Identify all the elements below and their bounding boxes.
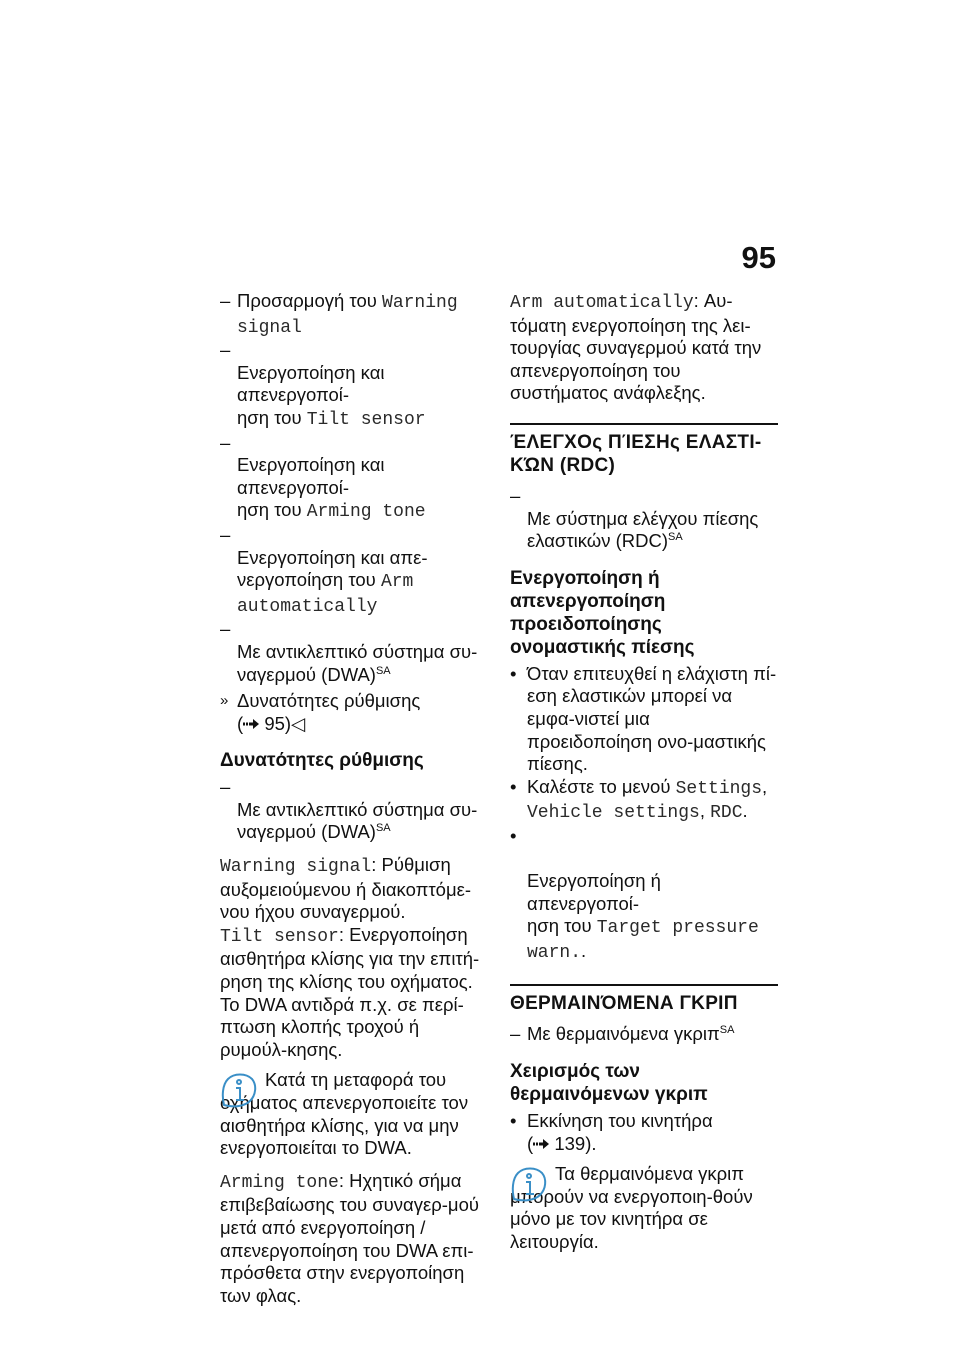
code-target-pressure: Target pressure warn. <box>527 918 759 963</box>
bullet-list-rdc <box>510 663 778 965</box>
code-tilt-sensor: Tilt sensor <box>306 409 426 430</box>
dash-item-dwa-2 <box>220 776 488 844</box>
dash-item-arm-automatically <box>220 524 488 618</box>
paragraph-text: : Ρύθμιση αυξομειούμενου ή διακοπτόμε-νου ήχου συναγερμού. <box>220 854 472 923</box>
dash-text: Προσαρμογή του <box>237 290 383 311</box>
paragraph-text: : Ηχητικό σήμα επιβεβαίωσης του συναγερ-μού μετά από ενεργοποίηση / απενεργοποίηση του DWA επι-πρόσθετα στην ενεργοποίηση των φλας. <box>220 1169 479 1306</box>
code-arm-automatically: Arm automatically <box>237 572 414 617</box>
sa-superscript: SA <box>375 822 391 835</box>
section-divider <box>510 984 778 986</box>
paragraph-text: : Ενεργοποίηση αισθητήρα κλίσης για την επιτή-ρηση της κλίσης του οχήματος. Το DWA αντιδρά π.χ. σε περί-πτωση κλοπής τροχού ή ρυμούλ-κησης. <box>220 923 480 1060</box>
code-arming-tone: Arming tone <box>220 1172 339 1193</box>
dash-text: Ενεργοποίηση και απενεργοποί- ηση του <box>237 361 385 428</box>
ref-page: 95 <box>264 712 285 734</box>
left-column <box>220 290 488 1307</box>
info-note-icon <box>220 1071 258 1109</box>
bullet-icon: • <box>510 1110 517 1132</box>
page-number: 95 <box>741 240 776 275</box>
subsection-heading-grips: Χειρισμός των θερμαινόμενων γκριπ <box>510 1061 708 1106</box>
dash-item-arming-tone <box>220 432 488 524</box>
period: . <box>742 800 748 822</box>
dash-text: Με αντικλεπτικό σύστημα συ- ναγερμού (DWA) <box>237 798 478 843</box>
list-item-text: Εκκίνηση του κινητήρα <box>527 1110 713 1132</box>
paragraph-arm-automatically <box>510 290 778 405</box>
dash-item-tilt-sensor <box>220 339 488 431</box>
ref-page: 139 <box>554 1132 586 1154</box>
dash-item-warning-signal <box>220 290 488 339</box>
dash-item-dwa <box>220 618 488 686</box>
list-item <box>510 825 778 965</box>
dash-text: Ενεργοποίηση και απενεργοποί- ηση του <box>237 454 385 521</box>
separator: , <box>762 775 768 797</box>
right-column <box>510 290 778 1254</box>
page-reference-arrow-icon <box>243 719 259 729</box>
section-heading: Δυνατότητες ρύθμισης <box>220 750 424 772</box>
code-tilt-sensor: Tilt sensor <box>220 926 339 947</box>
cross-reference: » Δυνατότητες ρύθμισης ( 95)◁ <box>220 690 421 734</box>
code-warning-signal: Warning signal <box>237 293 458 338</box>
section-heading-heated-grips: ΘΕΡΜΑΙΝΌΜΕΝΑ ΓΚΡΙΠ <box>510 993 738 1015</box>
bullet-icon: • <box>510 662 517 684</box>
dash-item-rdc <box>510 485 778 553</box>
list-item: • Εκκίνηση του κινητήρα ( 139). <box>510 1110 713 1154</box>
sa-superscript: SA <box>668 531 683 544</box>
separator: , <box>699 800 711 822</box>
list-item-text: Ενεργοποίηση ή απενεργοποί- ηση του <box>527 870 661 937</box>
section-divider <box>510 423 778 425</box>
section-heading-rdc: ΈΛΕΓΧΟς ΠΊΕΣΗς ΕΛΑΣΤΙ-ΚΏΝ (RDC) <box>510 431 762 476</box>
code-vehicle-settings: Vehicle settings <box>527 803 700 824</box>
paragraph-warning-signal <box>220 854 488 924</box>
note-text: Τα θερμαινόμενα γκριπ μπορούν να ενεργοποιη-θούν μόνο με τον κινητήρα σε λειτουργία. <box>510 1163 753 1253</box>
ref-marker: » <box>220 692 229 710</box>
list-item <box>510 663 778 776</box>
info-note-icon <box>510 1165 548 1203</box>
dash-text: Με θερμαινόμενα γκριπ <box>527 1023 720 1045</box>
sa-superscript: SA <box>719 1024 735 1037</box>
code-rdc: RDC <box>710 803 743 824</box>
page-reference-arrow-icon <box>533 1139 549 1149</box>
subsection-heading-warning: Ενεργοποίηση ή απενεργοποίηση προειδοποίησης ονομαστικής πίεσης <box>510 567 695 658</box>
ref-text: Δυνατότητες ρύθμισης <box>237 690 421 712</box>
dash-item-heated-grips <box>510 1023 778 1046</box>
bullet-list-grips <box>510 1110 778 1155</box>
paragraph-tilt-sensor <box>220 924 488 1062</box>
paragraph-text: : Αυ-τόματη ενεργοποίηση της λει-τουργίας συναγερμού κατά την απενεργοποίηση του συστήματος ανάφλεξης. <box>510 290 762 404</box>
dash-text: Ενεργοποίηση και απε- νεργοποίηση του <box>237 546 428 591</box>
list-item-text: Καλέστε το μενού <box>527 775 676 797</box>
paragraph-arming-tone <box>220 1170 488 1308</box>
note-text: Κατά τη μεταφορά του οχήματος απενεργοποιείτε τον αισθητήρα κλίσης, για να μην ενεργοποιείται το DWA. <box>220 1069 469 1159</box>
period: . <box>581 939 587 961</box>
sa-superscript: SA <box>375 664 391 677</box>
code-arming-tone: Arming tone <box>306 502 426 523</box>
code-warning-signal: Warning signal <box>220 857 372 878</box>
dash-text: Με σύστημα ελέγχου πίεσης ελαστικών (RDC) <box>527 507 759 552</box>
note-engine-running <box>510 1163 778 1253</box>
note-transport <box>220 1069 488 1159</box>
end-marker-icon: ◁ <box>291 712 306 734</box>
list-item <box>510 776 778 825</box>
bullet-icon: • <box>510 775 517 797</box>
code-arm-automatically: Arm automatically <box>510 293 694 313</box>
list-item-text: Όταν επιτευχθεί η ελάχιστη πί-εση ελαστικών μπορεί να εμφα-νιστεί μια προειδοποίηση ονο-μαστικής πίεσης. <box>527 662 777 775</box>
dash-text: Με αντικλεπτικό σύστημα συ- ναγερμού (DWA) <box>237 640 478 685</box>
bullet-icon: • <box>510 824 517 846</box>
code-settings: Settings <box>675 778 763 799</box>
